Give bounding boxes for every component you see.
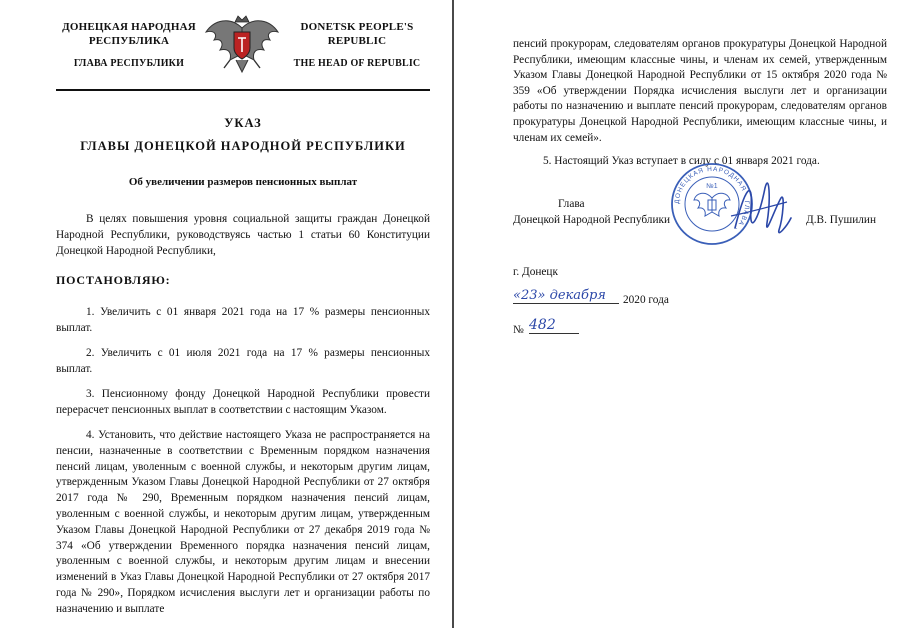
header-en-name (288, 20, 426, 48)
decree-item-2: 2. Увеличить с 01 июля 2021 года на 17 % размеры пенсионных выплат. (56, 347, 430, 375)
decree-item-4: 4. Установить, что действие настоящего Указа не распространяется на пенсии, назначенные в соответствии с Временным порядком назначения пенсий лицам, уволенным с военной службы, и некоторым другим лицам, утвержденным Указом Главы Донецкой Народной Республики от 27 октября 2017 года № 290, Временным порядком назначения пенсий лицам, уволенным с военной службы, и некоторым другим лицам, утвержденным Указом Главы Донецкой Народной Республики от 27 декабря 2019 года № 374 «Об утверждении Временного порядка назначения пенсий лицам, уволенным с военной службы, и некоторым другим лицам и внесении изменений в Указ Главы Донецкой Народной Республики от 27 октября 2017 года № 290», Порядком исчисления выслуги лет и организации работы по назначению и выплате (56, 429, 430, 615)
header-ru-name-line2: РЕСПУБЛИКА (88, 35, 170, 47)
header-en-name-line2: REPUBLIC (327, 35, 387, 47)
decree-number (513, 318, 633, 340)
decree-number-handwritten: 482 (529, 317, 579, 334)
issue-date-handwritten: «23» декабря (513, 288, 619, 304)
decree-page-1 (0, 0, 452, 628)
decree-subject: Об увеличении размеров пенсионных выплат (128, 176, 358, 188)
header-en-name-line1: DONETSK PEOPLE'S (300, 21, 414, 33)
seal-number: №1 (706, 183, 718, 190)
header-ru-name-line1: ДОНЕЦКАЯ НАРОДНАЯ (62, 21, 196, 33)
handwritten-signature (725, 168, 795, 248)
decree-preamble: В целях повышения уровня социальной защиты граждан Донецкой Народной Республики, руководствуясь частью 1 статьи 60 Конституции Донецкой Народной Республики, (56, 213, 430, 257)
decree-number-label: № (513, 324, 524, 336)
decree-item-1: 1. Увеличить с 01 января 2021 года на 17 % размеры пенсионных выплат. (56, 306, 430, 334)
header-ru-head: ГЛАВА РЕСПУБЛИКИ (73, 58, 185, 69)
header-ru-name (60, 20, 198, 48)
coat-of-arms-eagle-icon (200, 10, 284, 80)
issue-date (513, 290, 843, 312)
page-divider (452, 0, 454, 628)
decree-item-5: 5. Настоящий Указ вступает в силу с 01 января 2021 года. (543, 155, 820, 167)
decree-of: ГЛАВЫ ДОНЕЦКОЙ НАРОДНОЙ РЕСПУБЛИКИ (80, 139, 406, 153)
signature-title-line2: Донецкой Народной Республики (513, 214, 671, 226)
signature-title-line1: Глава (558, 198, 585, 210)
decree-word: УКАЗ (224, 116, 262, 130)
resolve-heading: ПОСТАНОВЛЯЮ: (56, 273, 171, 287)
issue-date-year: 2020 года (623, 294, 669, 306)
header-en-head: THE HEAD OF REPUBLIC (293, 58, 421, 69)
decree-item-3: 3. Пенсионному фонду Донецкой Народной Республики провести перерасчет пенсионных выплат в соответствии с настоящим Указом. (56, 388, 430, 416)
header-divider (56, 89, 430, 91)
decree-item-4-continued: пенсий прокурорам, следователям органов прокуратуры Донецкой Народной Республики, имеющим классные чины, и членам их семей, утвержденным Указом Главы Донецкой Народной Республики от 15 октября 2020 года № 359 «Об утверждении Порядка исчисления выслуги лет и организации работы по назначению и выплате пенсий прокурорам, следователям органов прокуратуры Донецкой Народной Республики, имеющим классные чины, и членам их семей». (513, 38, 887, 144)
decree-page-2 (457, 0, 906, 628)
issue-city: г. Донецк (513, 266, 558, 278)
signer-name: Д.В. Пушилин (806, 214, 876, 226)
seal-ring-text: ДОНЕЦКАЯ НАРОДНАЯ · ГЛАВА · (673, 165, 751, 233)
